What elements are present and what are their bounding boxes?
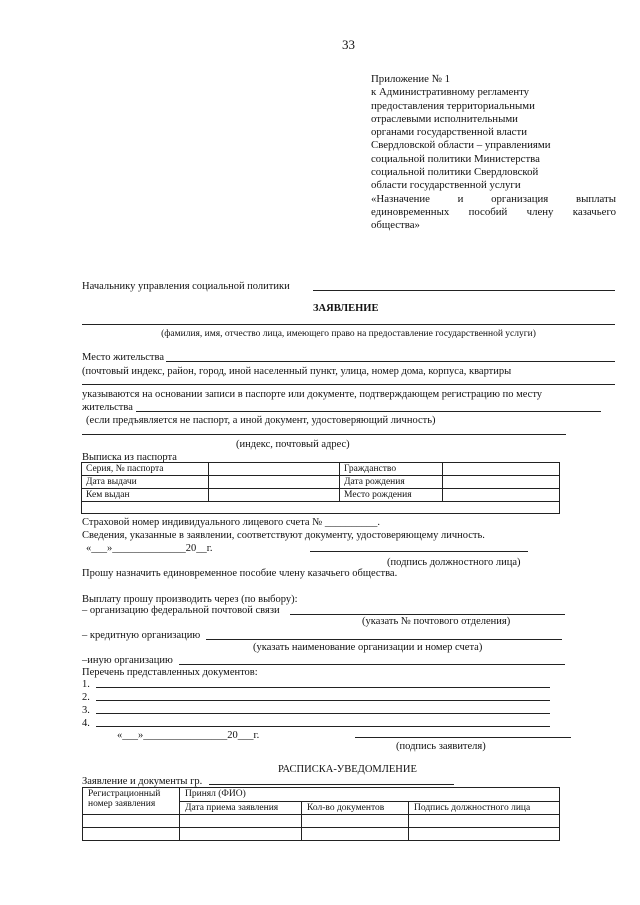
annex-word: организация (491, 192, 549, 205)
residence-label: Место жительства (82, 352, 164, 363)
table-cell: Дата выдачи (82, 476, 209, 489)
residence-note: жительства (82, 402, 133, 413)
passport-table (81, 462, 560, 514)
applicant-sign-field[interactable] (355, 737, 571, 738)
credit-hint: (указать наименование организации и номер счета) (253, 642, 483, 653)
annex-line: области государственной услуги (371, 179, 521, 192)
annex-block (371, 73, 616, 233)
reg-number-label: Регистрационный (88, 789, 161, 799)
credit-field[interactable] (206, 639, 562, 640)
table-cell[interactable] (409, 828, 560, 841)
table-cell[interactable] (180, 815, 302, 828)
receipt-title: РАСПИСКА-УВЕДОМЛЕНИЕ (278, 764, 417, 775)
payment-title: Выплату прошу производить через (по выбору): (82, 594, 298, 605)
residence-field-3[interactable] (136, 411, 601, 412)
reg-number-label: номер заявления (88, 799, 156, 809)
annex-word: «Назначение (371, 192, 430, 205)
confirm-text: Сведения, указанные в заявлении, соответствуют документу, удостоверяющему личность. (82, 530, 485, 541)
payment-other: –иную организацию (82, 655, 173, 666)
doc-item-number: 4. (82, 718, 90, 729)
receipt-intro: Заявление и документы гр. (82, 776, 203, 787)
doc-item-number: 2. (82, 692, 90, 703)
table-cell[interactable] (83, 815, 180, 828)
doc-item-field[interactable] (96, 726, 550, 727)
residence-field[interactable] (166, 361, 615, 362)
annex-line: органами государственной власти (371, 126, 527, 139)
doc-item-number: 1. (82, 679, 90, 690)
table-row (82, 476, 560, 489)
date-line-1: «___»______________20__г. (86, 543, 213, 554)
table-cell: Дата приема заявления (180, 802, 302, 815)
addressee-label: Начальнику управления социальной политики (82, 281, 290, 292)
table-cell: Дата рождения (340, 476, 443, 489)
annex-word: казачьего (572, 205, 616, 218)
table-row (83, 788, 560, 802)
table-cell[interactable] (82, 502, 560, 514)
annex-word: пособий (468, 205, 508, 218)
residence-field-2[interactable] (82, 384, 615, 385)
receipt-table (82, 787, 560, 841)
annex-quote-line (371, 206, 616, 219)
annex-quote-line (371, 193, 616, 206)
table-cell[interactable] (443, 463, 560, 476)
table-cell[interactable] (83, 828, 180, 841)
table-cell: Кем выдан (82, 489, 209, 502)
official-sign-field[interactable] (310, 551, 528, 552)
page-number: 33 (342, 37, 355, 52)
table-cell: Серия, № паспорта (82, 463, 209, 476)
payment-post: – организацию федеральной почтовой связи (82, 605, 280, 616)
annex-line: социальной политики Министерства (371, 152, 540, 165)
residence-note: (если предъявляется не паспорт, а иной документ, удостоверяющий личность) (86, 415, 436, 426)
annex-line: отраслевыми исполнительными (371, 112, 518, 125)
other-field[interactable] (179, 664, 565, 665)
post-hint: (указать № почтового отделения) (362, 616, 511, 627)
annex-line: к Административному регламенту (371, 86, 530, 99)
annex-line: предоставления территориальными (371, 99, 535, 112)
table-row (82, 502, 560, 514)
table-cell[interactable] (443, 476, 560, 489)
table-row (83, 815, 560, 828)
index-hint: (индекс, почтовый адрес) (236, 439, 350, 450)
annex-line: социальной политики Свердловской (371, 166, 539, 179)
table-cell[interactable] (443, 489, 560, 502)
annex-word: и (457, 192, 464, 205)
table-cell: Гражданство (340, 463, 443, 476)
table-cell[interactable] (209, 476, 340, 489)
residence-hint: (почтовый индекс, район, город, иной населенный пункт, улица, номер дома, корпуса, квартиры (82, 366, 512, 377)
snils-line: Страховой номер индивидуального лицевого счета № __________. (82, 517, 380, 528)
table-cell[interactable] (302, 828, 409, 841)
table-row (82, 463, 560, 476)
annex-line: Приложение № 1 (371, 73, 451, 85)
receipt-name-field[interactable] (209, 784, 454, 785)
table-cell: Принял (ФИО) (180, 788, 560, 802)
annex-line: общества» (371, 219, 420, 232)
table-cell (83, 788, 180, 815)
residence-note: указываются на основании записи в паспорте или документе, подтверждающем регистрацию по месту (82, 389, 543, 400)
annex-line: Свердловской области – управлениями (371, 139, 551, 152)
doc-item-field[interactable] (96, 713, 550, 714)
doc-item-field[interactable] (96, 687, 550, 688)
fio-field[interactable] (82, 324, 615, 325)
table-row (83, 828, 560, 841)
table-cell[interactable] (180, 828, 302, 841)
table-cell[interactable] (409, 815, 560, 828)
doc-item-field[interactable] (96, 700, 550, 701)
table-cell[interactable] (209, 463, 340, 476)
annex-word: члену (526, 205, 554, 218)
date-line-2: «___»________________20___г. (117, 730, 260, 741)
table-cell: Место рождения (340, 489, 443, 502)
annex-word: единовременных (371, 205, 450, 218)
docs-title: Перечень представленных документов: (82, 667, 258, 678)
form-heading: ЗАЯВЛЕНИЕ (313, 303, 379, 314)
request-text: Прошу назначить единовременное пособие члену казачьего общества. (82, 568, 398, 579)
table-cell: Кол-во документов (302, 802, 409, 815)
table-row (82, 489, 560, 502)
applicant-sign-hint: (подпись заявителя) (396, 741, 486, 752)
index-field[interactable] (82, 434, 566, 435)
payment-credit: – кредитную организацию (82, 630, 201, 641)
annex-word: выплаты (575, 192, 616, 205)
fio-hint: (фамилия, имя, отчество лица, имеющего право на предоставление государственной услуги) (161, 329, 536, 339)
official-sign-hint: (подпись должностного лица) (387, 557, 521, 568)
doc-item-number: 3. (82, 705, 90, 716)
passport-title: Выписка из паспорта (82, 452, 177, 463)
table-cell: Подпись должностного лица (409, 802, 560, 815)
addressee-field[interactable] (313, 290, 615, 291)
table-cell[interactable] (209, 489, 340, 502)
table-cell[interactable] (302, 815, 409, 828)
